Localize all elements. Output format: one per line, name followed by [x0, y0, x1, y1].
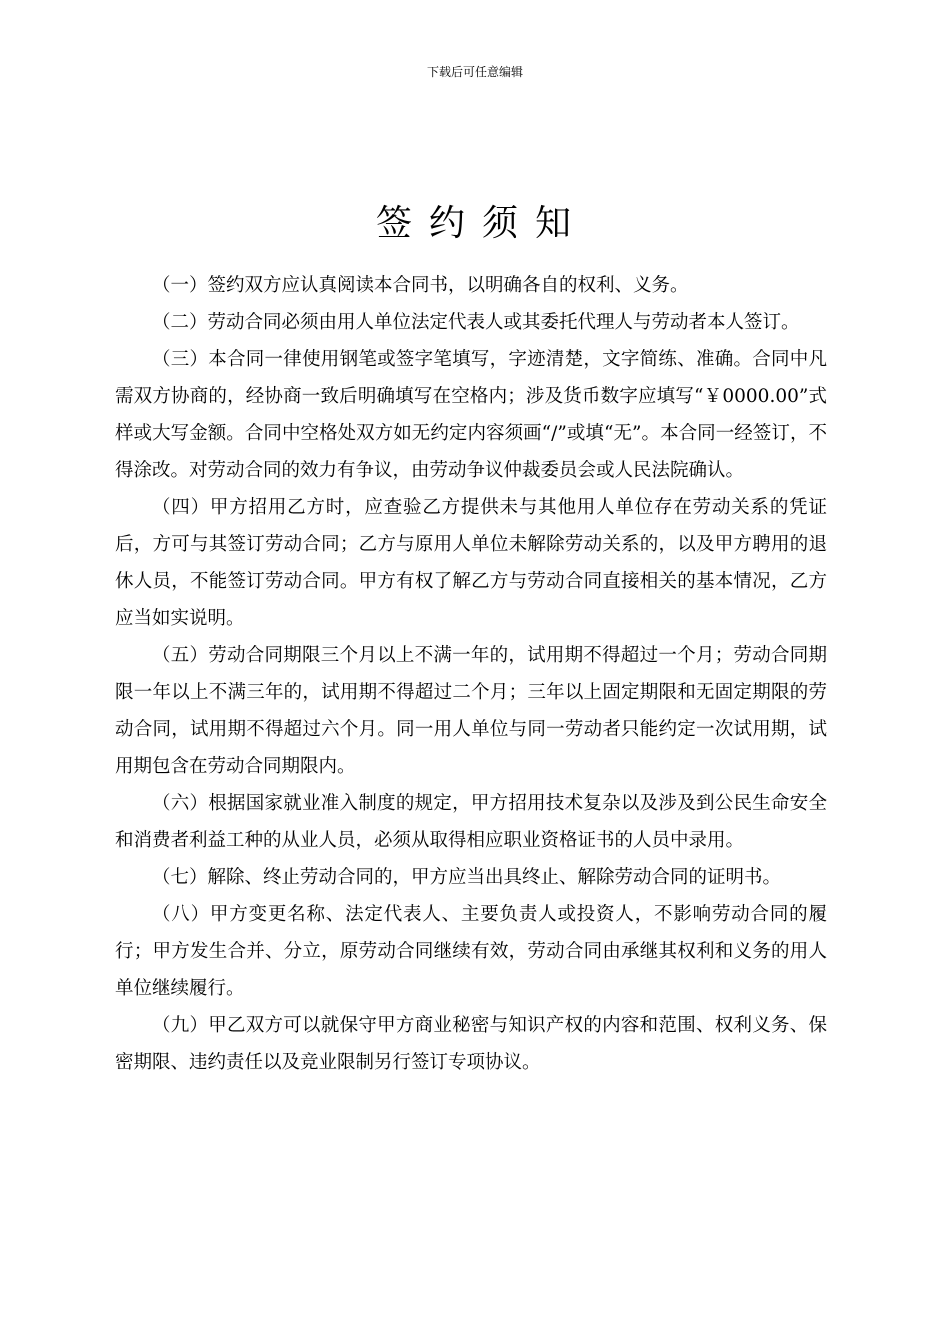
clause-9: （九）甲乙双方可以就保守甲方商业秘密与知识产权的内容和范围、权利义务、保密期限、违约责任以及竞业限制另行签订专项协议。 — [115, 1015, 827, 1073]
clause-5: （五）劳动合同期限三个月以上不满一年的，试用期不得超过一个月；劳动合同期限一年以上不满三年的，试用期不得超过二个月；三年以上固定期限和无固定期限的劳动合同，试用期不得超过六个月。同一用人单位与同一劳动者只能约定一次试用期，试用期包含在劳动合同期限内。 — [115, 645, 827, 777]
clause-7: （七）解除、终止劳动合同的，甲方应当出具终止、解除劳动合同的证明书。 — [152, 867, 782, 888]
clause-8: （八）甲方变更名称、法定代表人、主要负责人或投资人，不影响劳动合同的履行；甲方发生合并、分立，原劳动合同继续有效，劳动合同由承继其权利和义务的用人单位继续履行。 — [115, 904, 827, 999]
clause-4: （四）甲方招用乙方时，应查验乙方提供未与其他用人单位存在劳动关系的凭证后，方可与其签订劳动合同；乙方与原用人单位未解除劳动关系的，以及甲方聘用的退休人员，不能签订劳动合同。甲方有权了解乙方与劳动合同直接相关的基本情况，乙方应当如实说明。 — [115, 497, 827, 629]
clause-3: （三）本合同一律使用钢笔或签字笔填写，字迹清楚，文字简练、准确。合同中凡需双方协商的，经协商一致后明确填写在空格内；涉及货币数字应填写“￥0000.00”式样或大写金额。合同中空格处双方如无约定内容须画“/”或填“无”。本合同一经签订，不得涂改。对劳动合同的效力有争议，由劳动争议仲裁委员会或人民法院确认。 — [115, 349, 827, 481]
header-note: 下载后可任意编辑 — [426, 65, 523, 79]
clause-2: （二）劳动合同必须由用人单位法定代表人或其委托代理人与劳动者本人签订。 — [152, 312, 800, 333]
document-body — [115, 267, 827, 1081]
document-title: 签约须知 — [375, 203, 588, 244]
clause-6: （六）根据国家就业准入制度的规定，甲方招用技术复杂以及涉及到公民生命安全和消费者利益工种的从业人员，必须从取得相应职业资格证书的人员中录用。 — [115, 793, 827, 851]
clause-1: （一）签约双方应认真阅读本合同书，以明确各自的权利、义务。 — [152, 275, 689, 296]
